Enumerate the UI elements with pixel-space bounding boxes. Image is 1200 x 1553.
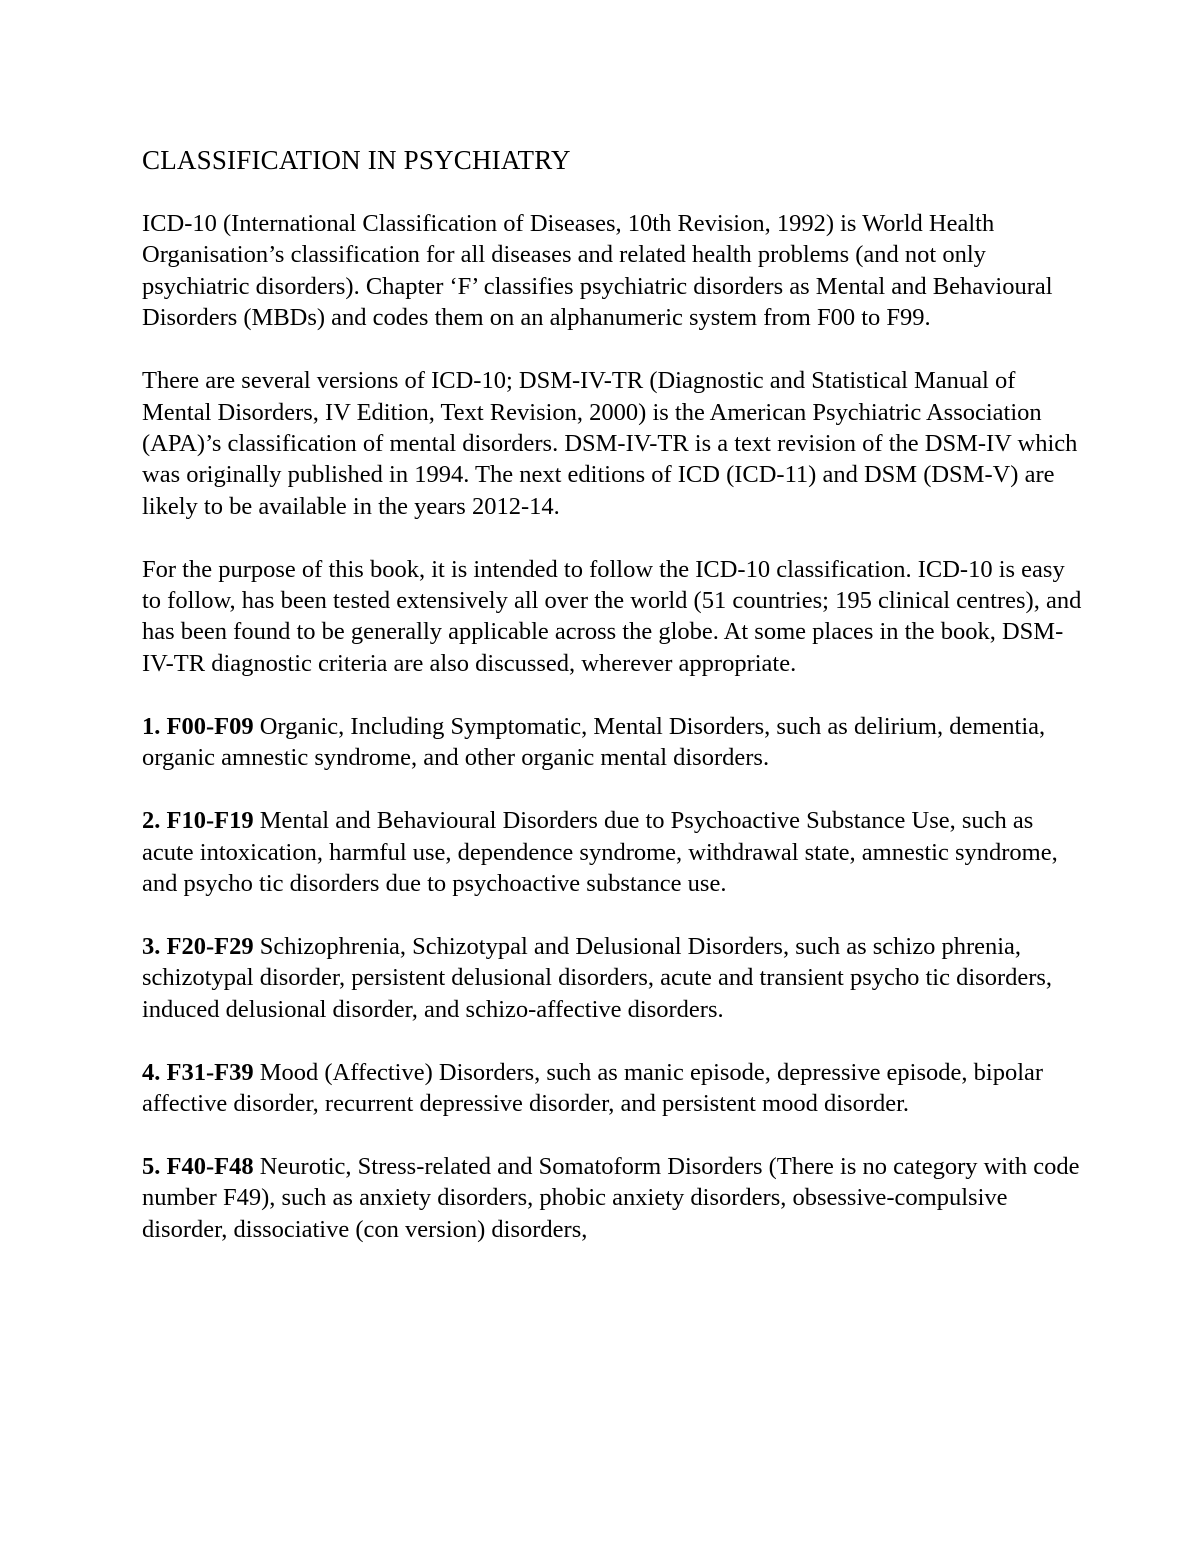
category-item-f31-f39 [142, 1057, 1082, 1120]
document-body [142, 140, 1082, 1245]
category-item-f20-f29 [142, 931, 1082, 1025]
category-description: Schizophrenia, Schizotypal and Delusional Disorders, such as schizo phrenia, schizotypal disorder, persistent delusional disorders, acute and transient psycho tic disorders, induced delusional disorder, and schizo-affective disorders. [142, 932, 1053, 1023]
paragraph-dsm-versions: There are several versions of ICD-10; DSM-IV-TR (Diagnostic and Statistical Manual of Mental Disorders, IV Edition, Text Revision, 2000) is the American Psychiatric Association (APA)’s classification of mental disorders. DSM-IV-TR is a text revision of the DSM-IV which was originally published in 1994. The next editions of ICD (ICD-11) and DSM (DSM-V) are likely to be available in the years 2012-14. [142, 367, 1078, 520]
paragraph-icd10-intro: ICD-10 (International Classification of Diseases, 10th Revision, 1992) is World Health Organisation’s classification for all diseases and related health problems (and not only psychiatric disorders). Chapter ‘F’ classifies psychiatric disorders as Mental and Behavioural Disorders (MBDs) and codes them on an alphanumeric system from F00 to F99. [142, 210, 1053, 332]
category-item-f40-f48 [142, 1151, 1082, 1245]
category-code: 5. F40-F48 [142, 1152, 254, 1180]
category-code: 4. F31-F39 [142, 1058, 254, 1086]
category-item-f10-f19 [142, 805, 1082, 899]
document-title: CLASSIFICATION IN PSYCHIATRY [142, 145, 571, 175]
category-item-f00-f09 [142, 711, 1082, 774]
category-code: 3. F20-F29 [142, 932, 254, 960]
category-description: Mental and Behavioural Disorders due to Psychoactive Substance Use, such as acute intoxication, harmful use, dependence syndrome, withdrawal state, amnestic syndrome, and psycho tic disorders due to psychoactive substance use. [142, 807, 1058, 897]
category-code: 2. F10-F19 [142, 807, 254, 835]
category-code: 1. F00-F09 [142, 712, 254, 740]
category-description: Organic, Including Symptomatic, Mental Disorders, such as delirium, dementia, organic amnestic syndrome, and other organic mental disorders. [142, 712, 1046, 772]
category-description: Mood (Affective) Disorders, such as manic episode, depressive episode, bipolar affective disorder, recurrent depressive disorder, and persistent mood disorder. [142, 1058, 1044, 1117]
paragraph-book-purpose: For the purpose of this book, it is intended to follow the ICD-10 classification. ICD-10 is easy to follow, has been tested extensively all over the world (51 countries; 195 clinical centres), and has been found to be generally applicable across the globe. At some places in the book, DSM-IV-TR diagnostic criteria are also discussed, wherever appropriate. [142, 555, 1082, 677]
category-description: Neurotic, Stress-related and Somatoform Disorders (There is no category with code number F49), such as anxiety disorders, phobic anxiety disorders, obsessive-compulsive disorder, dissociative (con version) disorders, [142, 1152, 1080, 1243]
